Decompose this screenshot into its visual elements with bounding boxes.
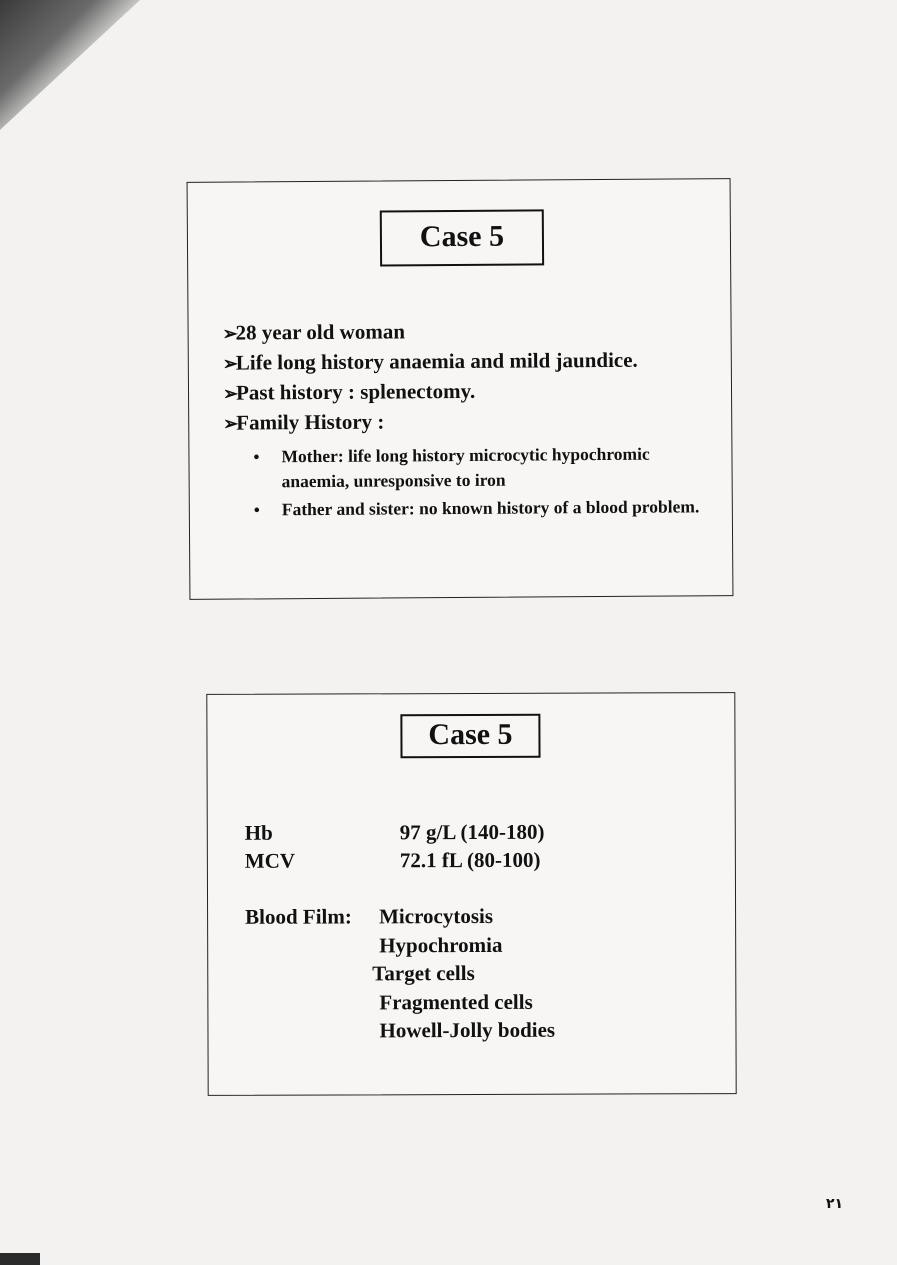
lab-label: Hb xyxy=(244,820,273,845)
finding-item: Hypochromia xyxy=(379,932,503,957)
family-history-item: • Father and sister: no known history of a blood problem. xyxy=(224,494,702,522)
page-edge-shadow xyxy=(0,1253,40,1265)
bullet-icon: • xyxy=(253,500,260,520)
slide-title: Case 5 xyxy=(400,714,540,758)
arrow-bullet-icon: ➢ xyxy=(222,323,238,344)
bullet-icon: • xyxy=(253,447,260,467)
slide-title: Case 5 xyxy=(380,209,544,266)
finding-item: Howell-Jolly bodies xyxy=(379,1017,556,1043)
blood-film-label: Blood Film: xyxy=(245,904,352,929)
history-item: ➢Life long history anaemia and mild jaundice. xyxy=(223,345,723,378)
history-item: ➢Past history : splenectomy. xyxy=(223,375,723,408)
history-item: ➢28 year old woman xyxy=(223,315,723,348)
arrow-bullet-icon: ➢ xyxy=(222,383,239,404)
arrow-bullet-icon: ➢ xyxy=(222,353,238,374)
finding-item: Fragmented cells xyxy=(379,989,533,1014)
finding-item: Target cells xyxy=(372,960,475,986)
family-history-item: • Mother: life long history microcytic hypochromic anaemia, unresponsive to iron xyxy=(253,443,650,492)
lab-row-mcv xyxy=(245,846,545,875)
page-number: ٢١ xyxy=(826,1196,844,1212)
blood-film-findings xyxy=(372,902,556,1045)
lab-value: 72.1 fL (80-100) xyxy=(399,847,541,873)
page-corner-shadow xyxy=(0,0,140,130)
lab-row-hb xyxy=(245,818,545,847)
family-history-list xyxy=(223,441,724,522)
lab-value: 97 g/L (140-180) xyxy=(399,819,545,845)
slide-case-labs xyxy=(206,692,736,1096)
lab-results xyxy=(245,818,545,875)
history-item: ➢Family History : xyxy=(223,405,723,438)
slide-case-history xyxy=(187,178,734,600)
finding-item: Microcytosis xyxy=(379,903,494,929)
lab-label: MCV xyxy=(244,848,296,873)
arrow-bullet-icon: ➢ xyxy=(223,413,239,434)
history-list xyxy=(223,315,724,525)
